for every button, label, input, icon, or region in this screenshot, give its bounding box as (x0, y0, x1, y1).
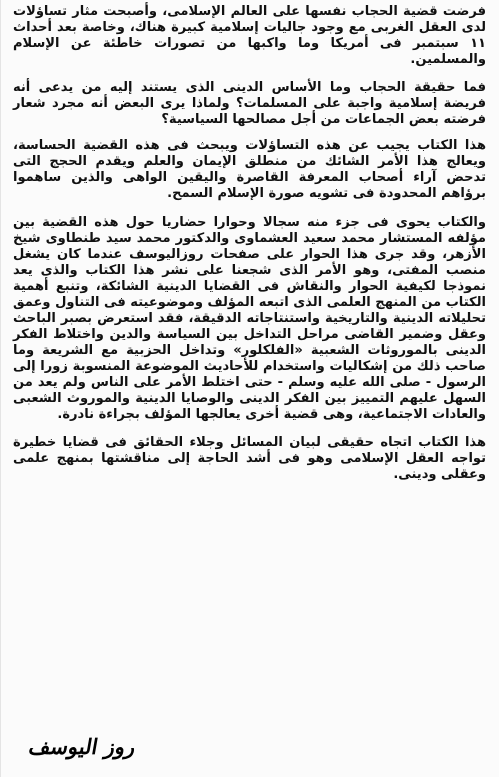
intro-paragraph: فرضت قضية الحجاب نفسها على العالم الإسلامى، وأصبحت مثار تساؤلات لدى العقل الغربى مع وجود جاليات إسلامية كبيرة هناك، وخاصة بعد أحداث ١١ سبتمبر فى أمريكا وما واكبها من تصورات خاطئة عن الإسلام والمسلمين. (13, 4, 486, 68)
book-content-paragraph: والكتاب يحوى فى جزء منه سجالا وحوارا حضاريا حول هذه القضية بين مؤلفه المستشار محمد سعيد العشماوى والدكتور محمد سيد طنطاوى شيخ الأزهر، وقد جرى هذا الحوار على صفحات روزاليوسف عندما كان يشغل منصب المفتى، وهو الأمر الذى شجعنا على نشر هذا الكتاب والذى يعد نموذجا لكيفية الحوار والنقاش فى القضايا الدينية الشائكة، وتنبع أهمية الكتاب من المنهج العلمى الذى اتبعه المؤلف وموضوعيته فى التناول وعمق تحليلاته الدينية والتاريخية واستنتاجاته الدقيقة، فقد استعرض بصبر الباحث وعقل وضمير القاضى مراحل التداخل بين السياسة والدين واختلاط الفكر الدينى بالموروثات الشعبية «الفلكلور» وتداخل الحزبية مع الشريعة وما صاحب ذلك من إشكاليات واستخدام للأحاديث الموضوعة المنسوبة زورا إلى الرسول - صلى الله عليه وسلم - حتى اختلط الأمر على الناس ولم يعد من السهل عليهم التمييز بين الفكر الدينى والوصايا الدينية والموروث الشعبى والعادات الاجتماعية، وهى قضية أخرى يعالجها المؤلف بجراءة نادرة. (13, 214, 486, 423)
conclusion-paragraph: هذا الكتاب اتجاه حقيقى لبيان المسائل وجلاء الحقائق فى قضايا خطيرة تواجه العقل الإسلامى وهو فى أشد الحاجة إلى مناقشتها بمنهج علمى وعقلى ودينى. (13, 435, 486, 483)
question-paragraph: فما حقيقة الحجاب وما الأساس الدينى الذى يستند إليه من يدعى أنه فريضة إسلامية واجبة على المسلمات؟ ولماذا يرى البعض أنه مجرد شعار فرضته بعض الجماعات من أجل مصالحها السياسية؟ (13, 80, 486, 128)
signature-text: روز اليوسف (26, 734, 138, 759)
article-body (1, 0, 499, 483)
book-purpose-paragraph: هذا الكتاب يجيب عن هذه التساؤلات ويبحث فى هذه القضية الحساسة، ويعالج هذا الأمر الشائك من منطلق الإيمان والعلم ويقدم الحجج التى تدحض آراء أصحاب المعرفة القاصرة واليقين الواهى والذين ساهموا برؤاهم المحدودة فى تشويه صورة الإسلام السمح. (13, 138, 486, 202)
